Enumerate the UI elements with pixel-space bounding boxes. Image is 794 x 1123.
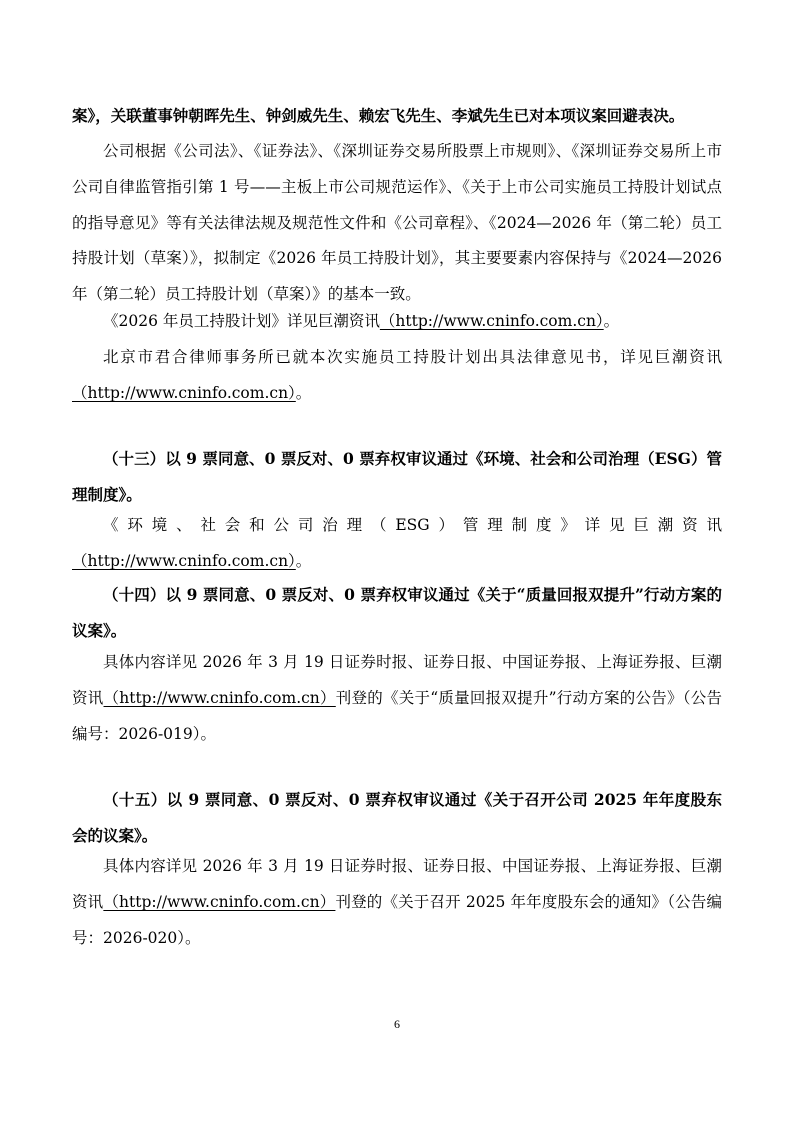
plan-text: 《2026 年员工持股计划》详见巨潮资讯: [103, 312, 380, 330]
cninfo-link[interactable]: （http://www.cninfo.com.cn）: [72, 383, 296, 402]
section-12-plan-paragraph: [72, 304, 722, 340]
section-15-heading: （十五）以 9 票同意、0 票反对、0 票弃权审议通过《关于召开公司 2025 年年度股东会的议案》。: [72, 790, 722, 845]
section-12-lawyer-paragraph: [72, 340, 722, 412]
esg-end: 。: [295, 551, 312, 570]
meeting-end: 刊登的《关于召开 2025 年年度股东会的通知》（公告编号：2026-020）。: [72, 892, 722, 947]
section-15-detail: [72, 849, 722, 956]
cninfo-link[interactable]: （http://www.cninfo.com.cn）: [103, 892, 336, 911]
section-12-tail: 案》，关联董事钟朝晖先生、钟剑威先生、赖宏飞先生、李斌先生已对本项议案回避表决。: [72, 106, 685, 125]
lawyer-text: 北京市君合律师事务所已就本次实施员工持股计划出具法律意见书，详见巨潮资讯: [103, 348, 722, 366]
section-13-detail: [72, 508, 722, 580]
section-12-basis-paragraph: 公司根据《公司法》、《证券法》、《深圳证券交易所股票上市规则》、《深圳证券交易所上市公司自律监管指引第 1 号——主板上市公司规范运作》、《关于上市公司实施员工持股计划试点的指导意见》等有关法律法规及规范性文件和《公司章程》、《2024—2026 年（第二轮）员工持股计划（草案）》，拟制定《2026 年员工持股计划》，其主要要素内容保持与《2024—2026 年（第二轮）员工持股计划（草案）》的基本一致。: [72, 142, 722, 304]
cninfo-link[interactable]: （http://www.cninfo.com.cn）: [379, 312, 604, 330]
meeting-text: 具体内容详见 2026 年 3 月 19 日证券时报、证券日报、中国证券报、上海证券报、巨潮资讯: [72, 857, 722, 911]
cninfo-link[interactable]: （http://www.cninfo.com.cn）: [103, 688, 336, 707]
quality-end: 刊登的《关于“质量回报双提升”行动方案的公告》（公告编号：2026-019）。: [72, 688, 722, 743]
section-13-heading: （十三）以 9 票同意、0 票反对、0 票弃权审议通过《环境、社会和公司治理（ESG）管理制度》。: [72, 449, 722, 504]
page-number: 6: [394, 1017, 400, 1031]
cninfo-link[interactable]: （http://www.cninfo.com.cn）: [72, 551, 296, 570]
quality-text: 具体内容详见 2026 年 3 月 19 日证券时报、证券日报、中国证券报、上海证券报、巨潮资讯: [72, 653, 722, 707]
section-14-heading: （十四）以 9 票同意、0 票反对、0 票弃权审议通过《关于“质量回报双提升”行动方案的议案》。: [72, 585, 722, 640]
lawyer-end: 。: [295, 383, 312, 402]
section-14-detail: [72, 645, 722, 752]
plan-end: 。: [603, 312, 620, 330]
esg-text: 《环境、社会和公司治理（ESG）管理制度》详见巨潮资讯: [103, 516, 722, 534]
